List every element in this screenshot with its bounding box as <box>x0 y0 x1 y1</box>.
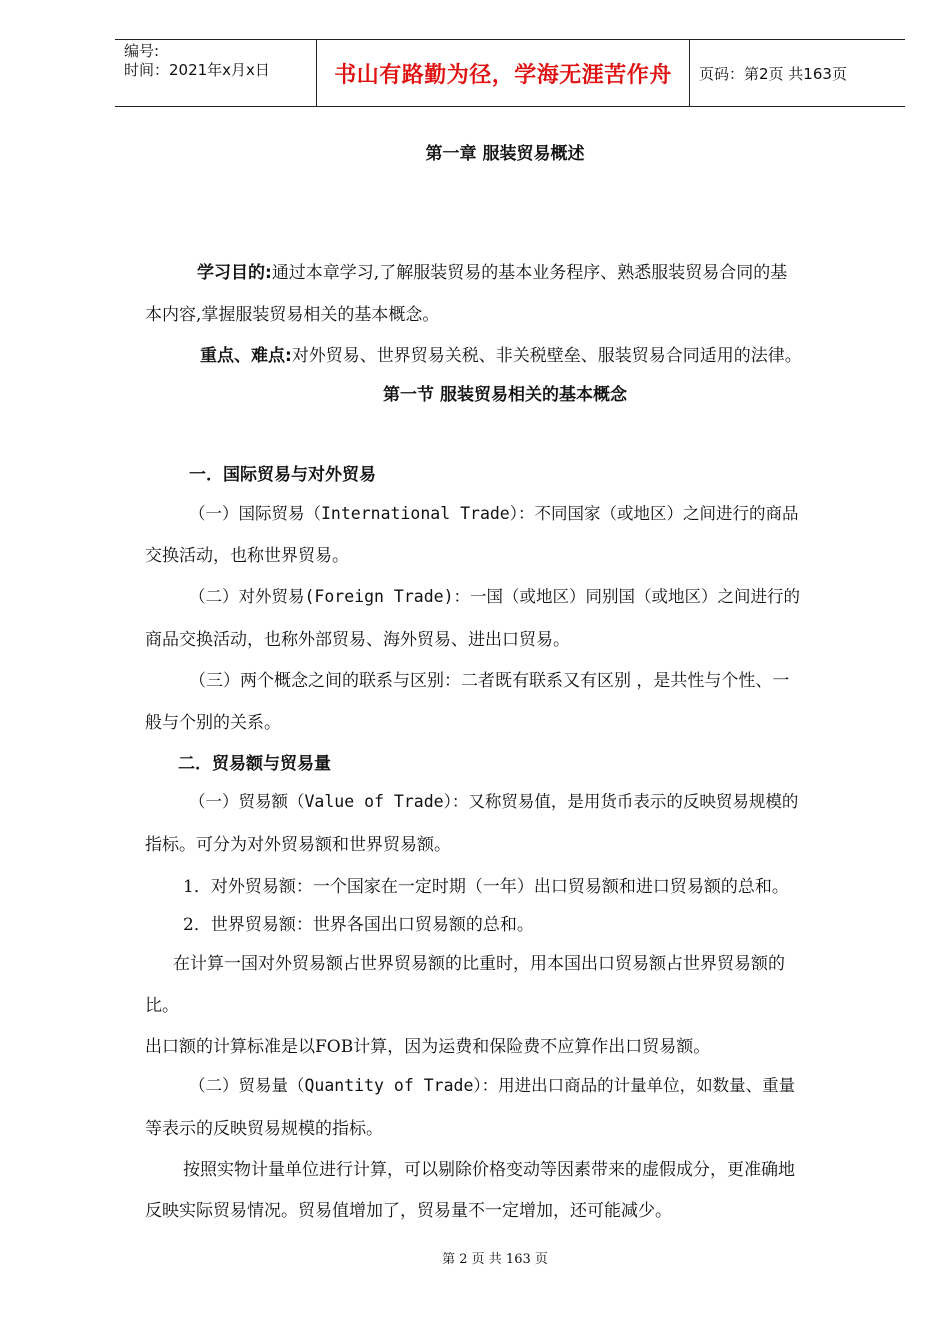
header-page-cell <box>690 40 905 106</box>
objective-label: 学习目的: <box>197 263 272 283</box>
s2-p5-line-1: 按照实物计量单位进行计算，可以剔除价格变动等因素带来的虚假成分，更准确地 <box>183 1160 795 1180</box>
time-label: 时间：2021年x月x日 <box>124 61 270 79</box>
s2-heading: 二．贸易额与贸易量 <box>178 754 331 774</box>
s2-p5-line-2: 反映实际贸易情况。贸易值增加了，贸易量不一定增加，还可能减少。 <box>145 1201 672 1221</box>
s2-p3: 出口额的计算标准是以FOB计算，因为运费和保险费不应算作出口贸易额。 <box>145 1037 711 1057</box>
section-title: 第一节 服装贸易相关的基本概念 <box>383 385 627 405</box>
s1-p2-line-1: （二）对外贸易(Foreign Trade)：一国（或地区）同别国（或地区）之间进行的 <box>189 587 801 606</box>
s2-p2-line-1: 在计算一国对外贸易额占世界贸易额的比重时，用本国出口贸易额占世界贸易额的 <box>173 954 785 974</box>
s2-p1-line-1: （一）贸易额（Value of Trade）：又称贸易值，是用货币表示的反映贸易规模的 <box>189 792 799 811</box>
s2-p4-line-2: 等表示的反映贸易规模的指标。 <box>145 1119 383 1139</box>
page-header <box>115 39 905 107</box>
s1-heading: 一．国际贸易与对外贸易 <box>189 465 376 485</box>
page-footer: 第 2 页 共 163 页 <box>442 1252 548 1267</box>
s1-p3-line-1: （三）两个概念之间的联系与区别：二者既有联系又有区别 ，是共性与个性、一 <box>189 671 790 691</box>
s2-p4-line-1: （二）贸易量（Quantity of Trade）：用进出口商品的计量单位，如数量、重量 <box>189 1076 796 1095</box>
s2-item-1: 1．对外贸易额：一个国家在一定时期（一年）出口贸易额和进口贸易额的总和。 <box>183 877 789 897</box>
keypoints-line <box>200 341 802 366</box>
objective-text-1: 通过本章学习,了解服装贸易的基本业务程序、熟悉服装贸易合同的基 <box>271 263 788 283</box>
header-motto-cell <box>316 40 690 106</box>
s1-p2-line-2: 商品交换活动，也称外部贸易、海外贸易、进出口贸易。 <box>145 630 570 650</box>
objective-line-1 <box>197 258 787 283</box>
page-label: 页码：第2页 共163页 <box>699 64 847 83</box>
chapter-title: 第一章 服装贸易概述 <box>425 144 585 164</box>
keypoints-label: 重点、难点: <box>200 346 292 366</box>
s2-p2-line-2: 比。 <box>145 996 179 1016</box>
s2-p1-line-2: 指标。可分为对外贸易额和世界贸易额。 <box>145 835 451 855</box>
number-label: 编号: <box>124 42 160 60</box>
header-motto: 书山有路勤为径，学海无涯苦作舟 <box>334 62 672 88</box>
s1-p3-line-2: 般与个别的关系。 <box>145 713 281 733</box>
objective-line-2: 本内容,掌握服装贸易相关的基本概念。 <box>145 305 440 325</box>
s1-p1-line-2: 交换活动，也称世界贸易。 <box>145 546 349 566</box>
keypoints-text: 对外贸易、世界贸易关税、非关税壁垒、服装贸易合同适用的法律。 <box>291 346 802 366</box>
header-meta <box>115 40 316 106</box>
s2-item-2: 2．世界贸易额：世界各国出口贸易额的总和。 <box>183 915 534 935</box>
s1-p1-line-1: （一）国际贸易（International Trade）：不同国家（或地区）之间进行的商品 <box>189 504 799 523</box>
